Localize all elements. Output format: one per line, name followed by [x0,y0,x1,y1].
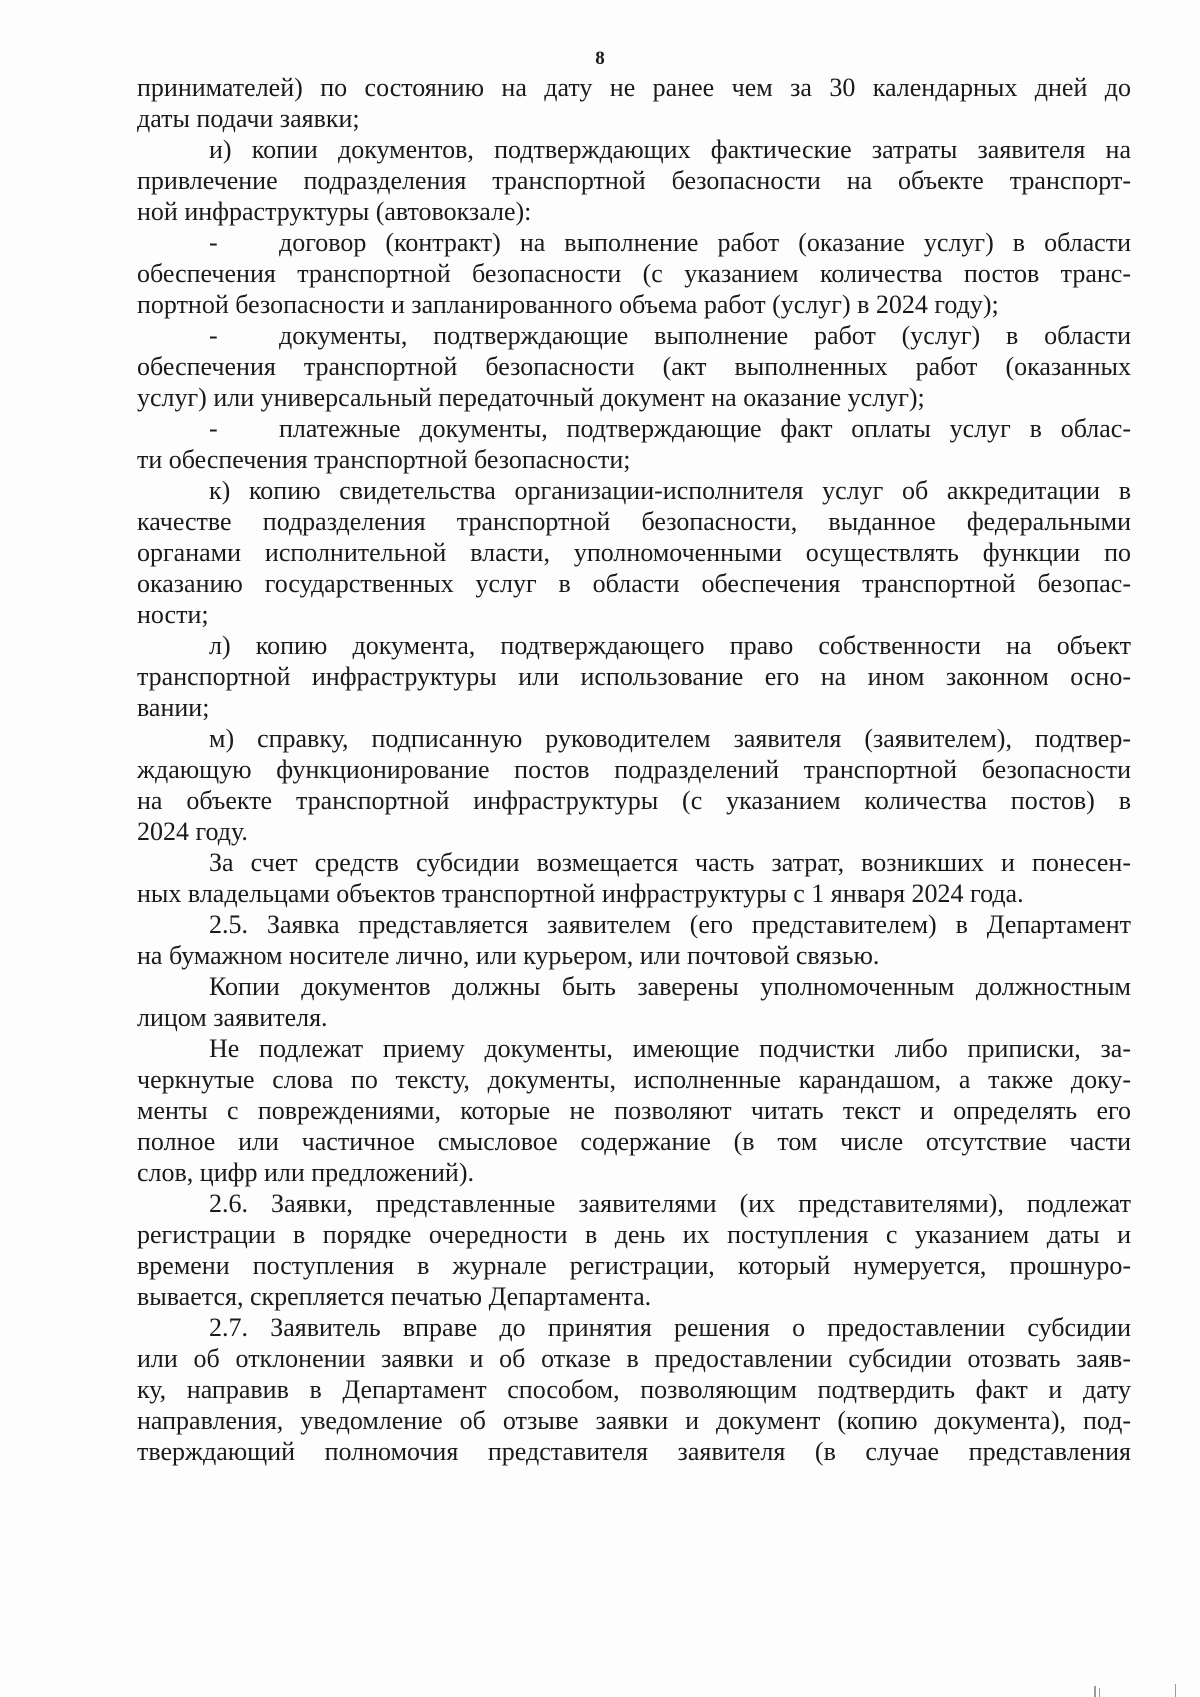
bullet-dash: - [209,414,218,443]
text-line: обеспечения транспортной безопасности (с указанием количества постов транс- [137,259,1131,288]
text-line: услуг) или универсальный передаточный документ на оказание услуг); [137,383,925,412]
text-line: тверждающий полномочия представителя заявителя (в случае представления [137,1437,1131,1466]
text-line: транспортной инфраструктуры или использование его на ином законном осно- [137,662,1131,691]
text-line: оказанию государственных услуг в области обеспечения транспортной безопас- [137,569,1131,598]
text-line: времени поступления в журнале регистрации, который нумеруется, прошнуро- [137,1251,1131,1280]
text-line: даты подачи заявки; [137,104,360,133]
text-line: принимателей) по состоянию на дату не ранее чем за 30 календарных дней до [137,73,1131,102]
bullet-text: договор (контракт) на выполнение работ (оказание услуг) в области [279,228,1131,257]
text-line: 2024 году. [137,817,248,846]
text-line: на объекте транспортной инфраструктуры (с указанием количества постов) в [137,786,1131,815]
bullet-text: документы, подтверждающие выполнение работ (услуг) в области [279,321,1131,350]
text-line: 2.6. Заявки, представленные заявителями (их представителями), подлежат [209,1189,1131,1218]
bullet-dash: - [209,228,218,257]
scan-artifact [1099,1688,1100,1697]
text-line: ности; [137,600,209,629]
text-line: или об отклонении заявки и об отказе в предоставлении субсидии отозвать заяв- [137,1344,1131,1373]
text-line: вании; [137,693,210,722]
text-line: м) справку, подписанную руководителем заявителя (заявителем), подтвер- [209,724,1131,753]
scan-artifact [1175,1684,1176,1697]
text-line: портной безопасности и запланированного объема работ (услуг) в 2024 году); [137,290,999,319]
text-line: ти обеспечения транспортной безопасности; [137,445,631,474]
text-line: Копии документов должны быть заверены уполномоченным должностным [209,972,1131,1001]
text-line: к) копию свидетельства организации-исполнителя услуг об аккредитации в [209,476,1131,505]
text-line: направления, уведомление об отзыве заявки и документ (копию документа), под- [137,1406,1131,1435]
text-line: органами исполнительной власти, уполномоченными осуществлять функции по [137,538,1131,567]
text-line: качестве подразделения транспортной безопасности, выданное федеральными [137,507,1131,536]
text-line: привлечение подразделения транспортной безопасности на объекте транспорт- [137,166,1131,195]
scan-artifact [1094,1686,1096,1697]
text-line: менты с повреждениями, которые не позволяют читать текст и определять его [137,1096,1131,1125]
text-line: л) копию документа, подтверждающего право собственности на объект [209,631,1131,660]
text-line: на бумажном носителе лично, или курьером, или почтовой связью. [137,941,880,970]
bullet-text: платежные документы, подтверждающие факт оплаты услуг в облас- [279,414,1131,443]
text-line: ку, направив в Департамент способом, позволяющим подтвердить факт и дату [137,1375,1131,1404]
text-line [137,320,1131,351]
text-line: обеспечения транспортной безопасности (акт выполненных работ (оказанных [137,352,1131,381]
text-line: Не подлежат приему документы, имеющие подчистки либо приписки, за- [209,1034,1131,1063]
text-line: лицом заявителя. [137,1003,328,1032]
text-line: вывается, скрепляется печатью Департамента. [137,1282,652,1311]
text-line: и) копии документов, подтверждающих фактические затраты заявителя на [209,135,1131,164]
text-line: полное или частичное смысловое содержание (в том числе отсутствие части [137,1127,1131,1156]
text-line: 2.7. Заявитель вправе до принятия решения о предоставлении субсидии [209,1313,1131,1342]
bullet-dash: - [209,321,218,350]
text-line [137,227,1131,258]
text-line [137,413,1131,444]
text-line: За счет средств субсидии возмещается часть затрат, возникших и понесен- [209,848,1131,877]
page-number: 8 [595,48,605,69]
text-line: ждающую функционирование постов подразделений транспортной безопасности [137,755,1131,784]
document-body [137,72,1131,1467]
text-line: черкнутые слова по тексту, документы, исполненные карандашом, а также доку- [137,1065,1131,1094]
text-line: 2.5. Заявка представляется заявителем (его представителем) в Департамент [209,910,1131,939]
text-line: регистрации в порядке очередности в день их поступления с указанием даты и [137,1220,1131,1249]
text-line: ной инфраструктуры (автовокзале): [137,197,532,226]
text-line: ных владельцами объектов транспортной инфраструктуры с 1 января 2024 года. [137,879,1024,908]
text-line: слов, цифр или предложений). [137,1158,474,1187]
